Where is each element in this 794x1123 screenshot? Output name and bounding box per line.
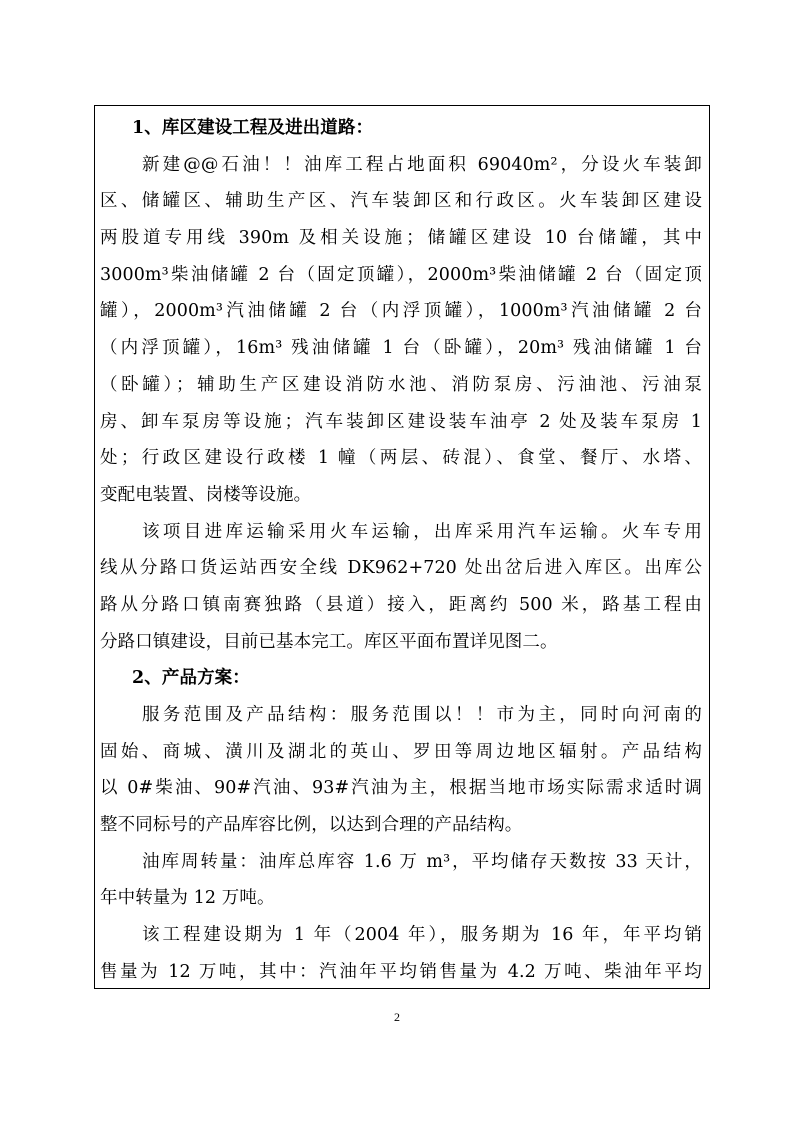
paragraph-line: （卧罐）；辅助生产区建设消防水池、消防泵房、污油池、污油泵 — [100, 374, 702, 395]
paragraph-line: 线从分路口货运站西安全线 DK962+720 处出岔后进入库区。出库公 — [100, 558, 702, 579]
paragraph-line: 服务范围及产品结构：服务范围以！！市为主，同时向河南的 — [142, 705, 702, 725]
paragraph-line: 该项目进库运输采用火车运输，出库采用汽车运输。火车专用 — [142, 521, 702, 542]
paragraph-line: 固始、商城、潢川及湖北的英山、罗田等周边地区辐射。产品结构 — [100, 741, 702, 762]
paragraph-line: 该工程建设期为 1 年（2004 年），服务期为 16 年，年平均销 — [142, 925, 702, 946]
paragraph-line: 路从分路口镇南赛独路（县道）接入，距离约 500 米，路基工程由 — [100, 594, 702, 615]
paragraph-line: 分路口镇建设，目前已基本完工。库区平面布置详见图二。 — [100, 631, 558, 652]
paragraph-line: 变配电装置、岗楼等设施。 — [100, 484, 312, 505]
paragraph-line: 新建@@石油！！油库工程占地面积 69040m²，分设火车装卸 — [142, 154, 702, 175]
paragraph-line: （内浮顶罐），16m³ 残油储罐 1 台（卧罐），20m³ 残油储罐 1 台 — [100, 338, 702, 359]
paragraph-line: 处；行政区建设行政楼 1 幢（两层、砖混）、食堂、餐厅、水塔、 — [100, 448, 702, 469]
document-body — [100, 110, 702, 991]
page-number: 2 — [394, 1010, 400, 1024]
paragraph-line: 以 0#柴油、90#汽油、93#汽油为主，根据当地市场实际需求适时调 — [100, 778, 702, 799]
paragraph-line: 年中转量为 12 万吨。 — [100, 888, 275, 909]
paragraph-line: 3000m³柴油储罐 2 台（固定顶罐），2000m³柴油储罐 2 台（固定顶 — [100, 264, 702, 285]
paragraph-line: 区、储罐区、辅助生产区、汽车装卸区和行政区。火车装卸区建设 — [100, 191, 702, 212]
paragraph-line: 两股道专用线 390m 及相关设施；储罐区建设 10 台储罐，其中 — [100, 228, 702, 249]
paragraph-line: 房、卸车泵房等设施；汽车装卸区建设装车油亭 2 处及装车泵房 1 — [100, 411, 702, 432]
paragraph-line: 油库周转量：油库总库容 1.6 万 m³，平均储存天数按 33 天计， — [142, 851, 702, 872]
section-heading-construction: 1、库区建设工程及进出道路： — [132, 118, 374, 138]
paragraph-line: 罐），2000m³汽油储罐 2 台（内浮顶罐），1000m³汽油储罐 2 台 — [100, 301, 702, 322]
section-heading-product-plan: 2、产品方案： — [132, 668, 250, 689]
paragraph-line: 售量为 12 万吨，其中：汽油年平均销售量为 4.2 万吨、柴油年平均 — [100, 961, 702, 982]
paragraph-line: 整不同标号的产品库容比例，以达到合理的产品结构。 — [100, 815, 523, 836]
